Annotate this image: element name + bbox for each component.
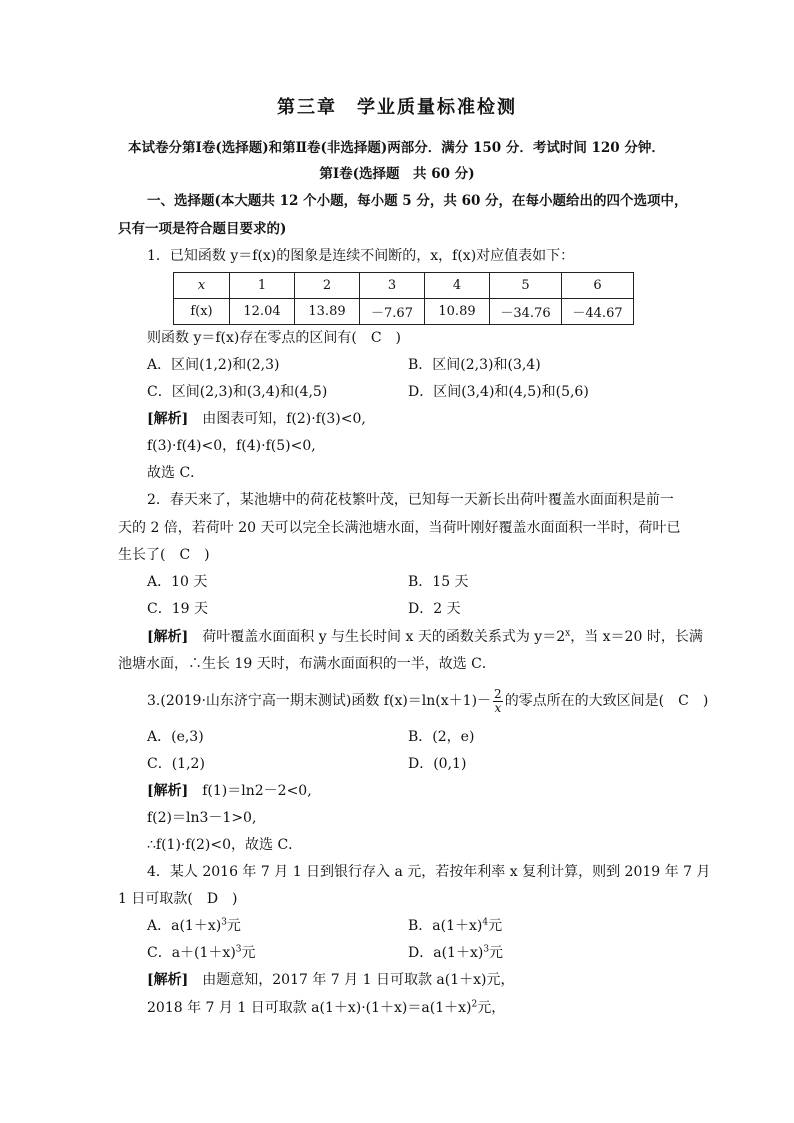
analysis-text: 元， (477, 1000, 506, 1016)
q3-option-a: A．(e,3) (147, 729, 204, 745)
q4-option-d (408, 943, 503, 963)
table-cell: 6 (562, 273, 634, 299)
q4-option-a (147, 916, 241, 936)
analysis-text: 由图表可知，f(2)·f(3)<0, (188, 411, 366, 427)
q3-analysis-line1 (147, 781, 312, 801)
option-unit: 元 (226, 918, 241, 934)
fraction-denominator: x (494, 700, 502, 715)
analysis-tag: [解析] (147, 629, 189, 645)
table-cell: 10.89 (425, 299, 490, 325)
analysis-text: 2018 年 7 月 1 日可取款 a(1＋x)·(1＋x)＝a(1＋x) (147, 1000, 472, 1016)
q3-analysis-line3: ∴f(1)·f(2)<0，故选 C． (147, 837, 303, 853)
table-cell: 12.04 (230, 299, 295, 325)
q4-stem-line2: 1 日可取款( D ) (118, 891, 238, 907)
q1-question: 则函数 y＝f(x)存在零点的区间有( C ) (147, 330, 401, 346)
q2-analysis-line1 (147, 627, 703, 647)
analysis-text: ，当 x＝20 时，长满 (570, 629, 703, 645)
q1-option-a: A．区间(1,2)和(2,3) (147, 357, 280, 373)
section-heading-line1: 一、选择题(本大题共 12 个小题，每小题 5 分，共 60 分，在每小题给出的四个选项中， (147, 193, 688, 209)
q3-analysis-line2: f(2)＝ln3－1>0, (147, 810, 257, 826)
exam-intro: 本试卷分第Ⅰ卷(选择题)和第Ⅱ卷(非选择题)两部分．满分 150 分．考试时间 120 分钟． (128, 140, 665, 156)
q1-stem: 1．已知函数 y＝f(x)的图象是连续不间断的，x，f(x)对应值表如下： (147, 248, 575, 264)
exponent: 2 (471, 999, 478, 1010)
q2-option-c: C．19 天 (147, 601, 208, 617)
table-cell: 13.89 (295, 299, 360, 325)
q3-option-b: B．(2，e) (408, 729, 475, 745)
table-cell: 2 (295, 273, 360, 299)
table-cell: 5 (490, 273, 562, 299)
q3-option-d: D．(0,1) (408, 756, 467, 772)
fraction-numerator: 2 (494, 686, 502, 701)
q4-stem-line1: 4．某人 2016 年 7 月 1 日到银行存入 a 元，若按年利率 x 复利计算，则到 2019 年 7 月 (147, 864, 711, 880)
q2-option-d: D．2 天 (408, 601, 461, 617)
q2-option-b: B．15 天 (408, 574, 469, 590)
option-text: D．a(1＋x) (408, 945, 484, 961)
q2-stem-line1: 2．春天来了，某池塘中的荷花枝繁叶茂，已知每一天新长出荷叶覆盖水面面积是前一 (147, 492, 674, 508)
exponent: 3 (483, 944, 490, 955)
option-unit: 元 (241, 945, 256, 961)
table-cell: 1 (230, 273, 295, 299)
option-text: B．a(1＋x) (408, 918, 483, 934)
analysis-tag: [解析] (147, 411, 189, 427)
exponent: 3 (221, 917, 227, 928)
q2-stem-line3: 生长了( C ) (118, 547, 210, 563)
q1-analysis-line2: f(3)·f(4)<0，f(4)·f(5)<0, (147, 438, 316, 454)
table-row (174, 299, 634, 325)
table-cell: －44.67 (562, 299, 634, 325)
table-cell: －7.67 (360, 299, 425, 325)
q3-stem-text: 3.(2019·山东济宁高一期末测试)函数 f(x)＝ln(x＋1)－ (147, 693, 492, 709)
section-heading-line2: 只有一项是符合题目要求的) (118, 221, 287, 237)
q1-analysis-line3: 故选 C． (147, 465, 205, 481)
q2-stem-line2: 天的 2 倍，若荷叶 20 天可以完全长满池塘水面，当荷叶刚好覆盖水面面积一半时，荷叶已 (118, 520, 681, 536)
option-unit: 元 (488, 918, 503, 934)
q1-option-b: B．区间(2,3)和(3,4) (408, 357, 541, 373)
table-cell: 4 (425, 273, 490, 299)
chapter-title: 第三章 学业质量标准检测 (277, 97, 517, 118)
table-cell: x (174, 273, 230, 299)
analysis-tag: [解析] (147, 783, 189, 799)
analysis-text: 由题意知，2017 年 7 月 1 日可取款 a(1＋x)元， (188, 972, 515, 988)
analysis-text: 荷叶覆盖水面面积 y 与生长时间 x 天的函数关系式为 y＝2 (188, 629, 566, 645)
q3-stem-text: 的零点所在的大致区间是( C ) (504, 693, 709, 709)
table-cell: －34.76 (490, 299, 562, 325)
exponent: 4 (482, 917, 489, 928)
option-text: A．a(1＋x) (147, 918, 222, 934)
table-row (174, 273, 634, 299)
option-text: C．a＋(1＋x) (147, 945, 236, 961)
q4-analysis-line1 (147, 970, 514, 990)
q1-value-table (173, 272, 634, 325)
fraction (493, 688, 503, 715)
q3-stem (147, 687, 708, 715)
q4-analysis-line2 (147, 998, 505, 1018)
exponent: x (565, 628, 571, 639)
q4-option-c (147, 943, 256, 963)
q1-analysis-line1 (147, 409, 366, 429)
q2-option-a: A．10 天 (147, 574, 208, 590)
option-unit: 元 (489, 945, 504, 961)
exponent: 3 (235, 944, 242, 955)
table-cell: f(x) (174, 299, 230, 325)
part1-heading: 第Ⅰ卷(选择题 共 60 分) (319, 166, 475, 182)
analysis-text: f(1)＝ln2－2<0, (188, 783, 312, 799)
q2-analysis-line2: 池塘水面，∴生长 19 天时，布满水面面积的一半，故选 C． (118, 656, 496, 672)
q4-option-b (408, 916, 502, 936)
q3-option-c: C．(1,2) (147, 756, 205, 772)
analysis-tag: [解析] (147, 972, 189, 988)
q1-option-d: D．区间(3,4)和(4,5)和(5,6) (408, 384, 589, 400)
table-cell: 3 (360, 273, 425, 299)
q1-option-c: C．区间(2,3)和(3,4)和(4,5) (147, 384, 328, 400)
